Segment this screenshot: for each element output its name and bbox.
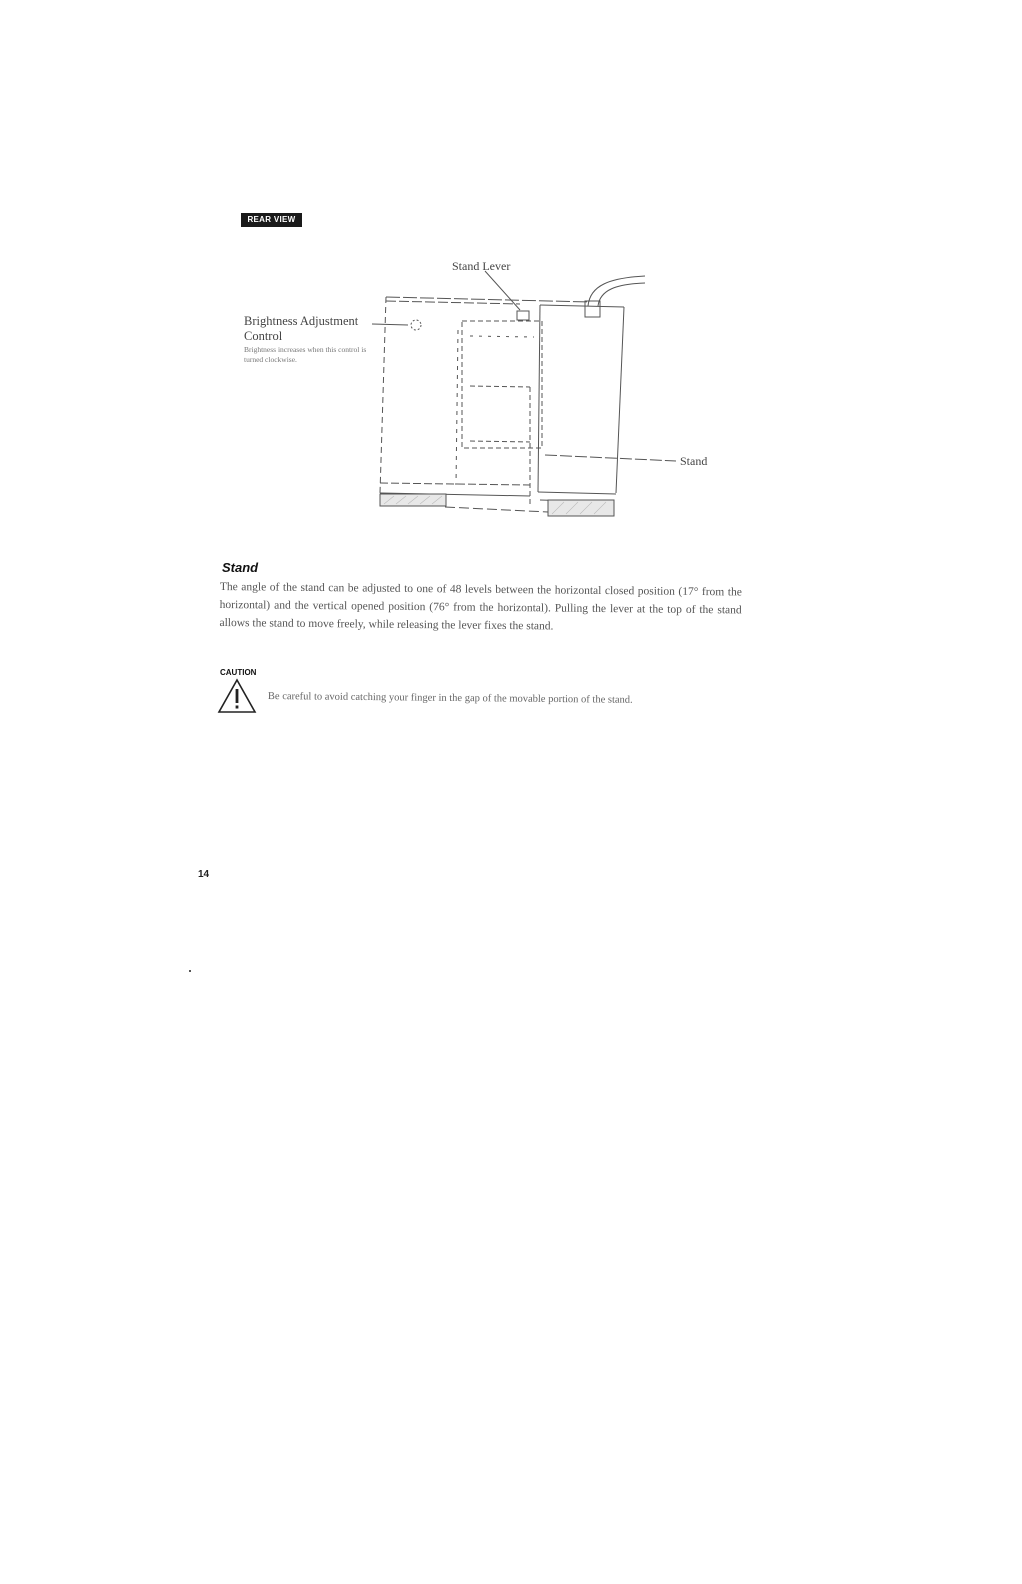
section-body: The angle of the stand can be adjusted to one of 48 levels between the horizontal closed position (17° from the horizontal) and the vertical opened position (76° from the horizontal). Pulling the lever at the top of the stand allows the stand to move freely, while releasing the lever fixes the stand. (219, 580, 742, 633)
stand-label: Stand (680, 454, 708, 468)
brightness-control-label: Brightness Adjustment Control (244, 314, 359, 343)
stand-lever-label: Stand Lever (452, 259, 511, 273)
brightness-control-note: Brightness increases when this control is turned clockwise. (244, 345, 367, 364)
caution-text: Be careful to avoid catching your finger in the gap of the movable portion of the stand. (267, 691, 633, 706)
caution-label: CAUTION (220, 668, 257, 677)
scan-speck (189, 970, 191, 972)
rear-view-badge: REAR VIEW (241, 213, 302, 227)
page-number: 14 (198, 869, 210, 880)
warning-triangle-icon (217, 678, 257, 714)
section-title: Stand (222, 560, 259, 575)
rear-view-diagram (0, 0, 1022, 600)
